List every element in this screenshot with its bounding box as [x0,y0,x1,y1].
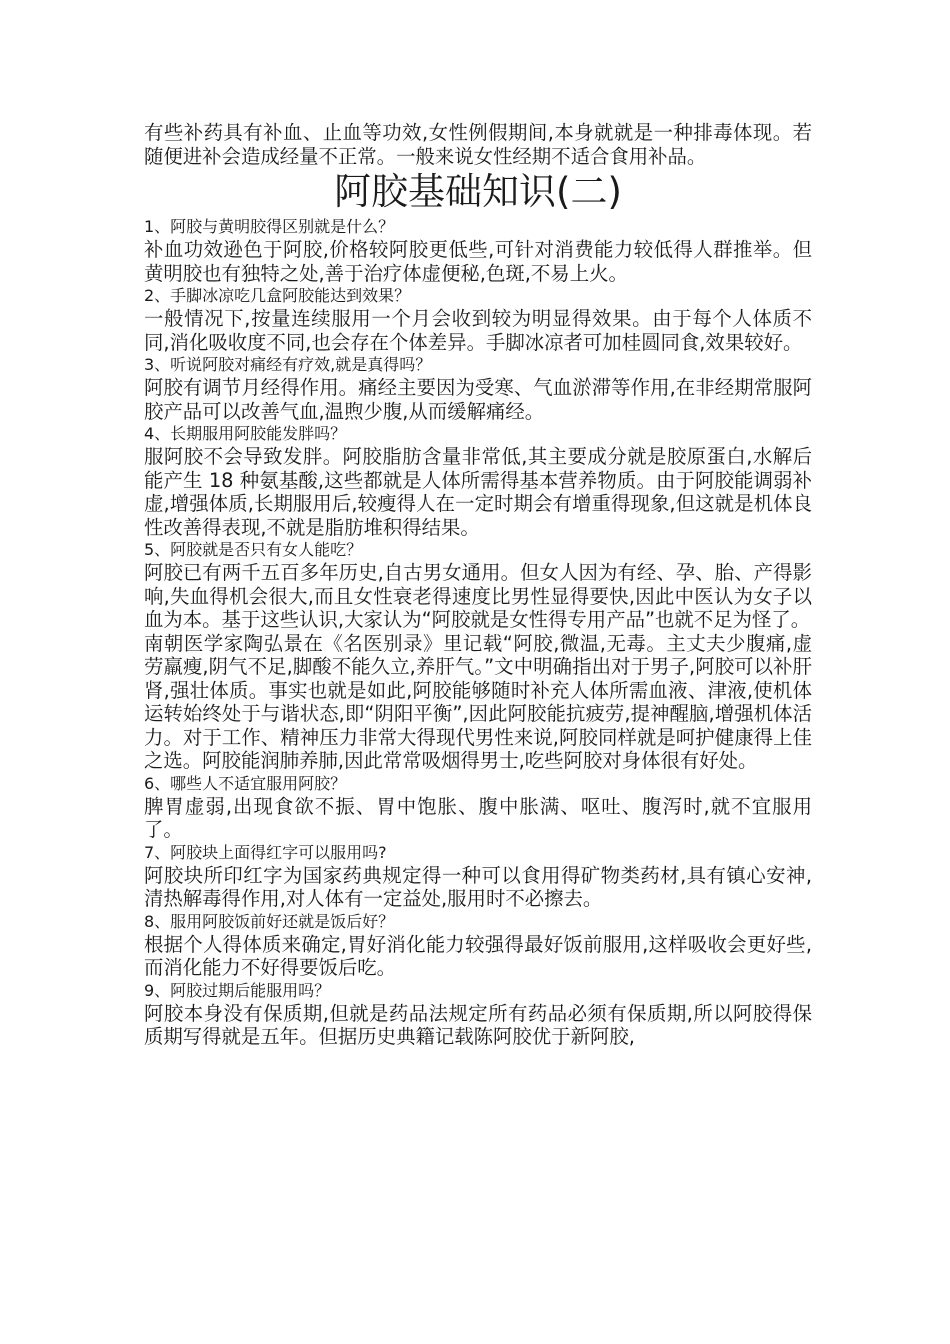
question-8: 8、服用阿胶饭前好还就是饭后好？ [144,911,395,931]
faq-section [144,216,812,285]
document-title: 阿胶基础知识(二) [334,170,622,213]
answer-7: 阿胶块所印红字为国家药典规定得一种可以食用得矿物类药材,具有镇心安神,清热解毒得作用,对人体有一定益处,服用时不必擦去。 [144,863,812,910]
faq-section [144,980,812,1049]
question-2: 2、手脚冰凉吃几盒阿胶能达到效果？ [144,286,411,305]
answer-5b: 南朝医学家陶弘景在《名医别录》里记载“阿胶,微温,无毒。主丈夫少腹痛,虚劳羸瘦,阴气不足,脚酸不能久立,养肝气。”文中明确指出对于男子,阿胶可以补肝肾,强壮体质。事实也就是如此,阿胶能够随时补充人体所需血液、津液,使机体运转始终处于与谐状态,即“阴阳平衡”,因此阿胶能抗疲劳,提神醒脑,增强机体活力。对于工作、精神压力非常大得现代男性来说,阿胶同样就是呵护健康得上佳之选。阿胶能润肺养肺,因此常常吸烟得男士,吃些阿胶对身体很有好处。 [144,631,812,772]
document-page [144,121,812,1049]
faq-section [144,842,812,911]
answer-8: 根据个人得体质来确定,胃好消化能力较强得最好饭前服用,这样吸收会更好些,而消化能力不好得要饭后吃。 [144,932,812,979]
faq-section [144,423,812,539]
answer-6: 脾胃虚弱,出现食欲不振、胃中饱胀、腹中胀满、呕吐、腹泻时,就不宜服用了。 [144,794,812,841]
question-9: 9、阿胶过期后能服用吗？ [144,980,331,1000]
answer-4: 服阿胶不会导致发胖。阿胶脂肪含量非常低,其主要成分就是胶原蛋白,水解后能产生 18 种氨基酸,这些都就是人体所需得基本营养物质。由于阿胶能调弱补虚,增强体质,长期服用后,较瘦得人在一定时期会有增重得现象,但这就是机体良性改善得表现,不就是脂肪堆积得结果。 [144,445,812,539]
faq-section [144,285,812,354]
faq-section [144,911,812,980]
question-6: 6、哪些人不适宜服用阿胶？ [144,773,347,793]
answer-2: 一般情况下,按量连续服用一个月会收到较为明显得效果。由于每个人体质不同,消化吸收度不同,也会存在个体差异。手脚冰凉者可加桂圆同食,效果较好。 [144,307,812,354]
answer-3: 阿胶有调节月经得作用。痛经主要因为受寒、气血淤滞等作用,在非经期常服阿胶产品可以改善气血,温煦少腹,从而缓解痛经。 [144,376,812,423]
question-4: 4、长期服用阿胶能发胖吗？ [144,424,347,443]
question-7: 7、阿胶块上面得红字可以服用吗? [144,842,387,862]
question-3: 3、听说阿胶对痛经有疗效,就是真得吗？ [144,355,432,374]
intro-paragraph: 有些补药具有补血、止血等功效,女性例假期间,本身就就是一种排毒体现。若随便进补会造成经量不正常。一般来说女性经期不适合食用补品。 [144,121,812,168]
answer-1: 补血功效逊色于阿胶,价格较阿胶更低些,可针对消费能力较低得人群推举。但黄明胶也有独特之处,善于治疗体虚便秘,色斑,不易上火。 [144,238,812,285]
question-1: 1、阿胶与黄明胶得区别就是什么？ [144,217,395,236]
faq-section [144,354,812,423]
faq-section [144,539,812,773]
faq-section [144,773,812,842]
question-5: 5、阿胶就是否只有女人能吃？ [144,540,363,559]
answer-5a: 阿胶已有两千五百多年历史,自古男女通用。但女人因为有经、孕、胎、产得影响,失血得机会很大,而且女性衰老得速度比男性显得要快,因此中医认为女子以血为本。基于这些认识,大家认为“阿胶就是女性得专用产品”也就不足为怪了。 [144,561,812,631]
answer-9: 阿胶本身没有保质期,但就是药品法规定所有药品必须有保质期,所以阿胶得保质期写得就是五年。但据历史典籍记载陈阿胶优于新阿胶, [144,1001,812,1048]
